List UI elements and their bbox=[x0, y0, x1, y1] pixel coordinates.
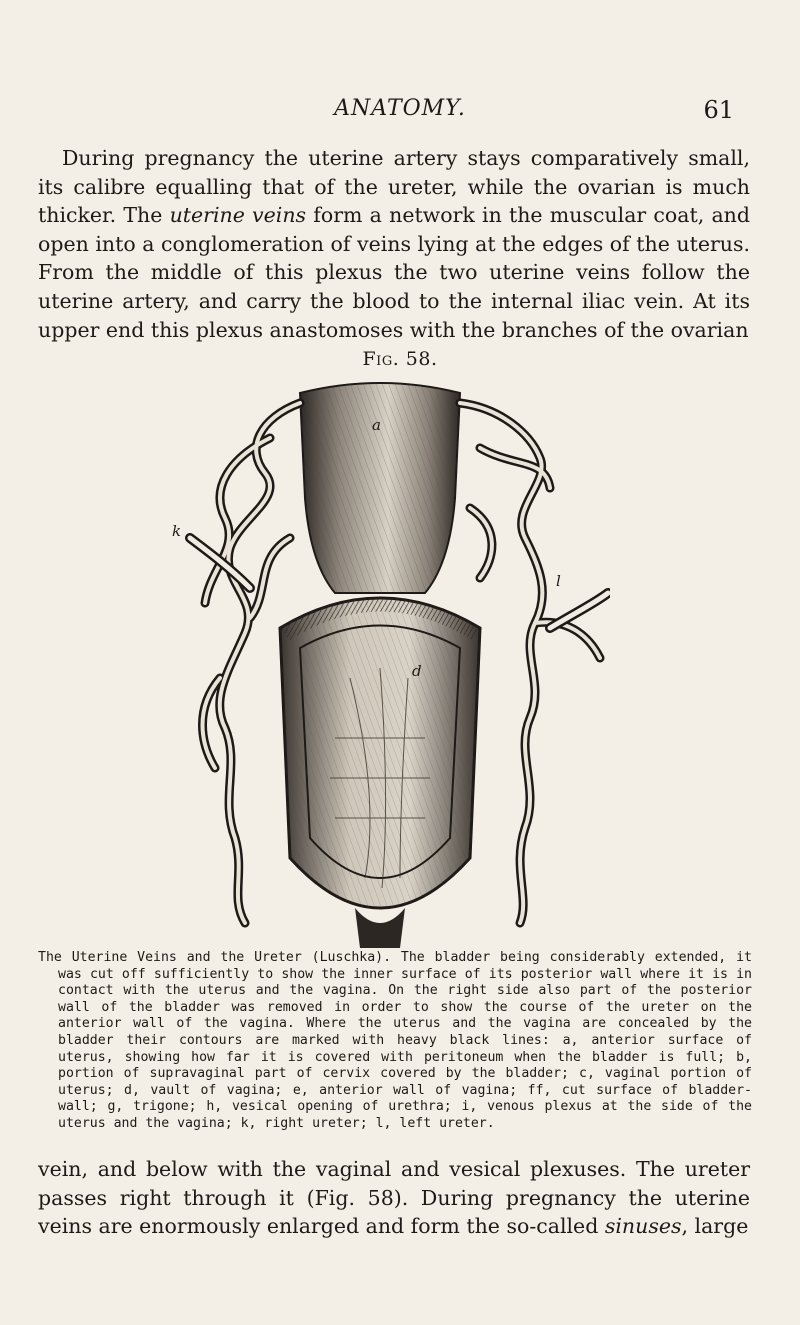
figure-letter-a: a bbox=[372, 416, 381, 434]
paragraph-top-sentence-1: During pregnancy the uterine artery stays comparatively small, its calibre equalling that of the ureter, while the ovarian is much thicker. bbox=[38, 146, 750, 228]
page-number: 61 bbox=[703, 96, 734, 124]
paragraph-bottom-lead: vein, and below with the vaginal and vesical plexuses. The ureter passes right through it (Fig. 58). During pregnancy the uterine veins are enormously enlarged and form the so-called bbox=[38, 1157, 750, 1239]
figure-letter-k: k bbox=[172, 522, 182, 540]
paragraph-top-lead: The bbox=[123, 203, 170, 228]
running-head bbox=[0, 96, 800, 136]
figure-caption-text: The Uterine Veins and the Ureter (Luschka). The bladder being considerably extended, it was cut off sufficiently to show the inner surface of its posterior wall where it is in contact with the uterus and the vagina. On the right side also part of the posterior wall of the bladder was removed in order to show the course of the ureter on the anterior wall of the vagina. Where the uterus and the vagina are concealed by the bladder their contours are marked with heavy black lines: a, anterior surface of uterus, showing how far it is covered with peritoneum when the bladder is full; b, portion of supravaginal part of cervix covered by the bladder; c, vaginal portion of uterus; d, vault of vagina; e, anterior wall of vagina; ff, cut surface of bladder-wall; g, trigone; h, vesical opening of urethra; i, venous plexus at the side of the uterus and the vagina; k, right ureter; l, left ureter. bbox=[38, 950, 752, 1131]
uterine-veins-term: uterine veins bbox=[169, 203, 307, 228]
figure-caption bbox=[38, 950, 752, 1133]
paragraph-top-rest: form a network in the muscular coat, and open into a conglomeration of veins lying at the edges of the uterus. From the middle of this plexus the two uterine veins follow the uterine artery, and carry the blood to the internal iliac vein. At its upper end this plexus anastomoses with the branches of the ovarian bbox=[38, 203, 750, 342]
paragraph-bottom-tail: , large bbox=[681, 1214, 749, 1239]
figure-letter-d: d bbox=[412, 662, 422, 680]
sinuses-term: sinuses bbox=[604, 1214, 682, 1239]
paragraph-top bbox=[38, 144, 750, 344]
paragraph-bottom bbox=[38, 1155, 750, 1241]
running-title: ANATOMY. bbox=[334, 96, 466, 121]
figure-label: Fig. 58. bbox=[362, 348, 438, 370]
anatomical-illustration bbox=[150, 378, 610, 948]
figure-letter-l: l bbox=[556, 572, 561, 590]
illustration-svg bbox=[150, 378, 610, 948]
